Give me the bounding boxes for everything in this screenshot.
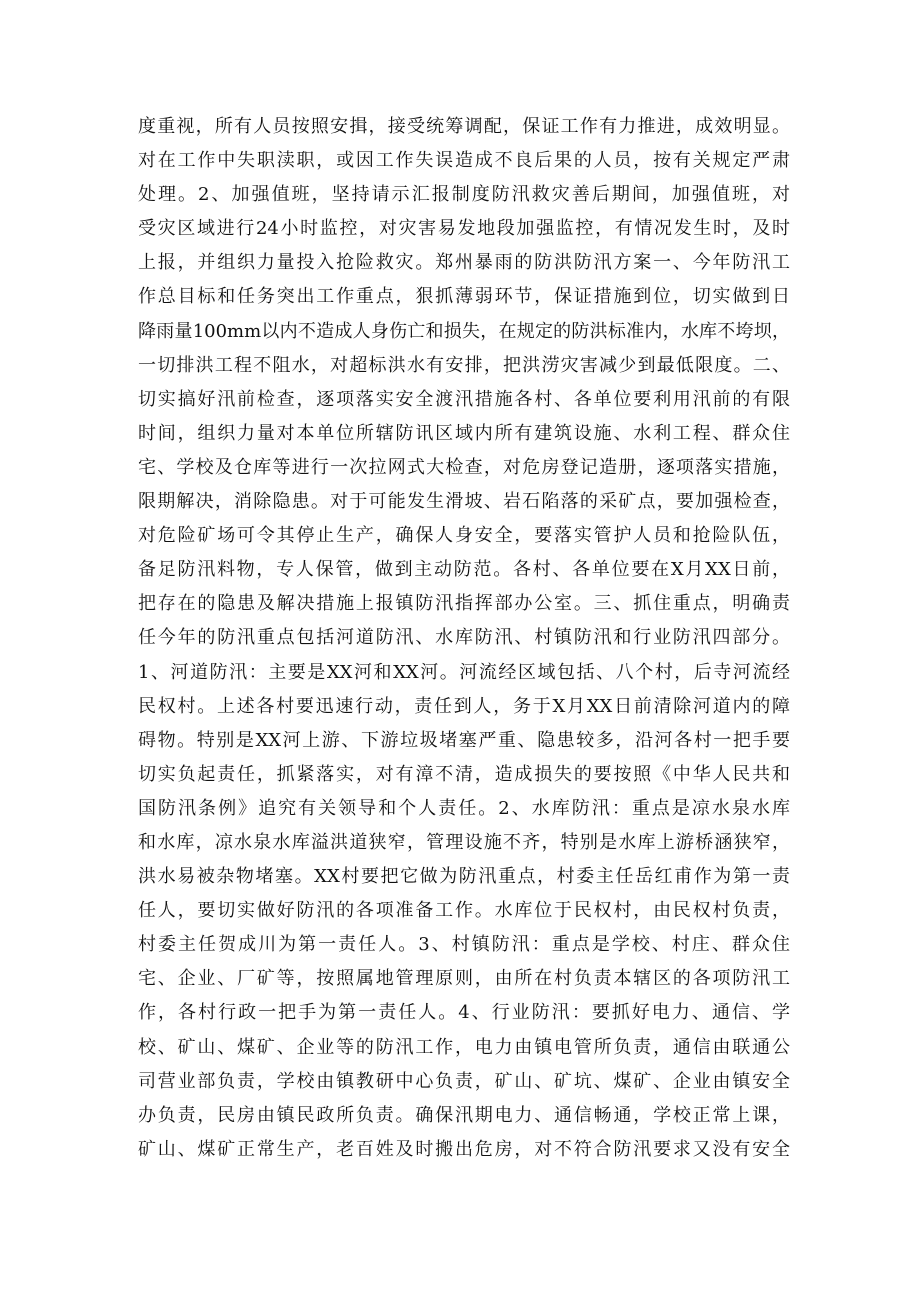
- text-line: 国防汛条例》追究有关领导和个人责任。2、水库防汛：重点是凉水泉水库: [138, 797, 790, 819]
- text-line: 矿山、煤矿正常生产，老百姓及时搬出危房，对不符合防汛要求又没有安全: [138, 1138, 790, 1160]
- text-line: 降雨量100mm以内不造成人身伤亡和损失，在规定的防洪标准内，水库不垮坝，: [138, 320, 790, 342]
- text-line: 时间，组织力量对本单位所辖防讯区域内所有建筑设施、水利工程、群众住: [138, 422, 790, 444]
- text-line: 切实负起责任，抓紧落实，对有漳不清，造成损失的要按照《中华人民共和: [138, 763, 790, 785]
- text-line: 度重视，所有人员按照安揖，接受统筹调配，保证工作有力推进，成效明显。: [138, 116, 790, 137]
- text-line: 备足防汛料物，专人保管，做到主动防范。各村、各单位要在X月XX日前，: [138, 559, 790, 581]
- text-line: 宅、学校及仓库等进行一次拉网式大检查，对危房登记造册，逐项落实措施，: [138, 456, 790, 478]
- text-line: 受灾区域进行24小时监控，对灾害易发地段加强监控，有情况发生时，及时: [138, 218, 790, 240]
- text-line: 办负责，民房由镇民政所负责。确保汛期电力、通信畅通，学校正常上课，: [138, 1104, 790, 1126]
- text-line: 宅、企业、厂矿等，按照属地管理原则，由所在村负责本辖区的各项防汛工: [138, 968, 790, 990]
- text-line: 碍物。特别是XX河上游、下游垃圾堵塞严重、隐患较多，沿河各村一把手要: [138, 729, 790, 751]
- text-line: 任人，要切实做好防汛的各项准备工作。水库位于民权村，由民权村负责，: [138, 900, 790, 922]
- text-line: 任今年的防汛重点包括河道防汛、水库防汛、村镇防汛和行业防汛四部分。: [138, 627, 790, 649]
- text-line: 作，各村行政一把手为第一责任人。4、行业防汛：要抓好电力、通信、学: [138, 1002, 790, 1024]
- text-line: 作总目标和任务突出工作重点，狠抓薄弱环节，保证措施到位，切实做到日: [138, 286, 790, 308]
- text-line: 司营业部负责，学校由镇教研中心负责，矿山、矿坑、煤矿、企业由镇安全: [138, 1070, 790, 1092]
- text-line: 1、河道防汛：主要是XX河和XX河。河流经区域包括、八个村，后寺河流经: [138, 661, 790, 683]
- body-text: [138, 110, 790, 1167]
- text-line: 民权村。上述各村要迅速行动，责任到人，务于X月XX日前清除河道内的障: [138, 695, 790, 717]
- text-line: 村委主任贺成川为第一责任人。3、村镇防汛：重点是学校、村庄、群众住: [138, 934, 790, 956]
- text-line: 校、矿山、煤矿、企业等的防汛工作，电力由镇电管所负责，通信由联通公: [138, 1036, 790, 1058]
- text-line: 切实搞好汛前检查，逐项落实安全渡汛措施各村、各单位要利用汛前的有限: [138, 388, 790, 410]
- text-line: 处理。2、加强值班，坚持请示汇报制度防汛救灾善后期间，加强值班，对: [138, 184, 790, 206]
- text-line: 限期解决，消除隐患。对于可能发生滑坡、岩石陷落的采矿点，要加强检查，: [138, 491, 790, 513]
- text-line: 一切排洪工程不阻水，对超标洪水有安排，把洪涝灾害减少到最低限度。二、: [138, 354, 790, 376]
- text-line: 洪水易被杂物堵塞。XX村要把它做为防汛重点，村委主任岳红甫作为第一责: [138, 866, 790, 888]
- text-line: 对危险矿场可令其停止生产，确保人身安全，要落实管护人员和抢险队伍，: [138, 525, 790, 547]
- text-line: 对在工作中失职渎职，或因工作失误造成不良后果的人员，按有关规定严肃: [138, 150, 790, 172]
- text-line: 和水库，凉水泉水库溢洪道狭窄，管理设施不齐，特别是水库上游桥涵狭窄，: [138, 831, 790, 853]
- text-line: 上报，并组织力量投入抢险救灾。郑州暴雨的防洪防汛方案一、今年防汛工: [138, 252, 790, 274]
- text-line: 把存在的隐患及解决措施上报镇防汛指挥部办公室。三、抓住重点，明确责: [138, 593, 790, 615]
